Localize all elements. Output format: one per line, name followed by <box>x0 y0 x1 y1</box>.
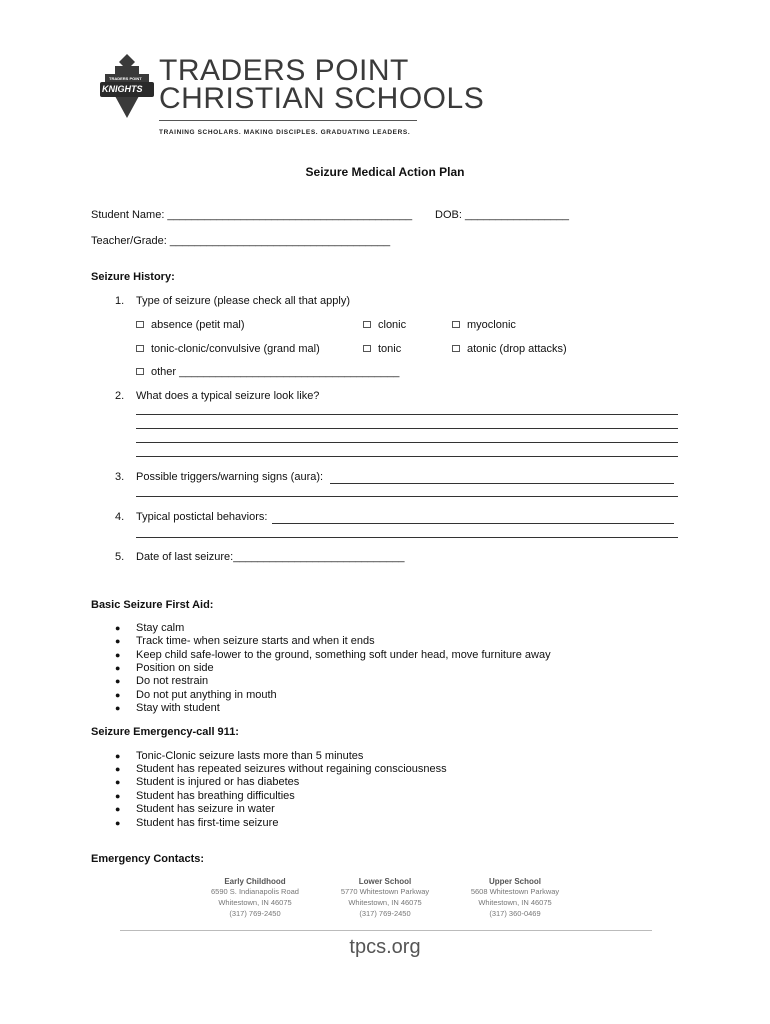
logo-line-2: CHRISTIAN SCHOOLS <box>159 82 485 115</box>
checkbox-icon[interactable] <box>452 321 460 328</box>
first-aid-item: Keep child safe-lower to the ground, something soft under head, move furniture away <box>136 649 551 661</box>
first-aid-heading: Basic Seizure First Aid: <box>91 599 214 611</box>
bullet-icon: ● <box>115 663 121 673</box>
crest-mid-text: KNIGHTS <box>102 84 143 94</box>
dob-field[interactable]: DOB: _________________ <box>435 209 569 221</box>
checkbox-icon[interactable] <box>452 345 460 352</box>
option-tonic-label: tonic <box>378 343 402 355</box>
bullet-icon: ● <box>115 690 121 700</box>
question-1-number: 1. <box>115 295 125 307</box>
school-name: Upper School <box>488 877 541 886</box>
answer-line[interactable] <box>136 442 678 443</box>
first-aid-item: Do not put anything in mouth <box>136 689 277 701</box>
answer-line[interactable] <box>272 523 674 524</box>
question-2-text: What does a typical seizure look like? <box>136 390 320 402</box>
answer-line[interactable] <box>330 483 674 484</box>
first-aid-item: Track time- when seizure starts and when it ends <box>136 635 375 647</box>
page-title: Seizure Medical Action Plan <box>305 165 465 179</box>
school-logo <box>97 52 485 142</box>
bullet-icon: ● <box>115 676 121 686</box>
emergency-heading: Seizure Emergency-call 911: <box>91 726 239 738</box>
option-myoclonic[interactable] <box>452 319 516 332</box>
answer-line[interactable] <box>136 456 678 457</box>
option-atonic-label: atonic (drop attacks) <box>467 343 567 355</box>
option-absence-label: absence (petit mal) <box>151 319 245 331</box>
emergency-item: Student has breathing difficulties <box>136 790 295 802</box>
option-myoclonic-label: myoclonic <box>467 319 516 331</box>
footer-divider <box>120 930 652 931</box>
emergency-contacts-heading: Emergency Contacts: <box>91 853 205 865</box>
emergency-item: Student is injured or has diabetes <box>136 776 300 788</box>
bullet-icon: ● <box>115 804 121 814</box>
emergency-item: Student has repeated seizures without regaining consciousness <box>136 763 447 775</box>
option-tonic-clonic-label: tonic-clonic/convulsive (grand mal) <box>151 343 320 355</box>
footer-school-lower <box>320 877 450 919</box>
first-aid-item: Position on side <box>136 662 214 674</box>
question-4-number: 4. <box>115 511 125 523</box>
bullet-icon: ● <box>115 751 121 761</box>
checkbox-icon[interactable] <box>136 368 144 375</box>
emergency-item: Tonic-Clonic seizure lasts more than 5 minutes <box>136 750 364 762</box>
bullet-icon: ● <box>115 636 121 646</box>
first-aid-item: Stay with student <box>136 702 220 714</box>
question-5-text[interactable]: Date of last seizure:____________________________ <box>136 551 405 563</box>
question-4-text: Typical postictal behaviors: <box>136 511 268 523</box>
crest-top-text: TRADERS POINT <box>109 76 142 81</box>
option-tonic-clonic[interactable] <box>136 343 320 356</box>
bullet-icon: ● <box>115 791 121 801</box>
bullet-icon: ● <box>115 650 121 660</box>
checkbox-icon[interactable] <box>136 345 144 352</box>
student-name-field[interactable]: Student Name: ________________________________________ <box>91 209 413 221</box>
bullet-icon: ● <box>115 623 121 633</box>
answer-line[interactable] <box>136 414 678 415</box>
option-clonic-label: clonic <box>378 319 407 331</box>
school-address: 5770 Whitestown Parkway <box>340 887 430 896</box>
answer-line[interactable] <box>136 428 678 429</box>
teacher-grade-field[interactable]: Teacher/Grade: ____________________________________ <box>91 235 391 247</box>
question-3-number: 3. <box>115 471 125 483</box>
question-5-number: 5. <box>115 551 125 563</box>
checkbox-icon[interactable] <box>363 321 371 328</box>
first-aid-item: Do not restrain <box>136 675 209 687</box>
option-atonic[interactable] <box>452 343 567 356</box>
footer-school-early-childhood <box>190 877 320 919</box>
emergency-item: Student has seizure in water <box>136 803 275 815</box>
answer-line[interactable] <box>136 496 678 497</box>
school-city: Whitestown, IN 46075 <box>478 898 552 907</box>
answer-line[interactable] <box>136 537 678 538</box>
logo-tagline: TRAINING SCHOLARS. MAKING DISCIPLES. GRADUATING LEADERS. <box>159 129 411 136</box>
logo-divider <box>159 120 417 121</box>
logo-line-1: TRADERS POINT <box>159 54 409 87</box>
bullet-icon: ● <box>115 818 121 828</box>
website-link[interactable]: tpcs.org <box>349 936 421 958</box>
option-other[interactable] <box>136 366 399 379</box>
school-address: 5608 Whitestown Parkway <box>470 887 560 896</box>
checkbox-icon[interactable] <box>363 345 371 352</box>
option-absence[interactable] <box>136 319 245 332</box>
school-phone: (317) 360-0469 <box>489 909 541 918</box>
emergency-item: Student has first-time seizure <box>136 817 279 829</box>
school-city: Whitestown, IN 46075 <box>348 898 422 907</box>
bullet-icon: ● <box>115 703 121 713</box>
option-clonic[interactable] <box>363 319 406 332</box>
school-phone: (317) 769-2450 <box>359 909 411 918</box>
school-city: Whitestown, IN 46075 <box>218 898 292 907</box>
checkbox-icon[interactable] <box>136 321 144 328</box>
option-tonic[interactable] <box>363 343 401 356</box>
school-name: Early Childhood <box>224 877 286 886</box>
school-phone: (317) 769-2450 <box>229 909 281 918</box>
question-1-text: Type of seizure (please check all that apply) <box>136 295 351 307</box>
bullet-icon: ● <box>115 764 121 774</box>
school-name: Lower School <box>358 877 412 886</box>
seizure-history-heading: Seizure History: <box>91 271 175 283</box>
first-aid-item: Stay calm <box>136 622 185 634</box>
footer-school-upper <box>450 877 580 919</box>
bullet-icon: ● <box>115 777 121 787</box>
school-address: 6590 S. Indianapolis Road <box>211 887 299 896</box>
question-2-number: 2. <box>115 390 125 402</box>
question-3-text: Possible triggers/warning signs (aura): <box>136 471 324 483</box>
option-other-label: other ____________________________________ <box>151 366 400 378</box>
